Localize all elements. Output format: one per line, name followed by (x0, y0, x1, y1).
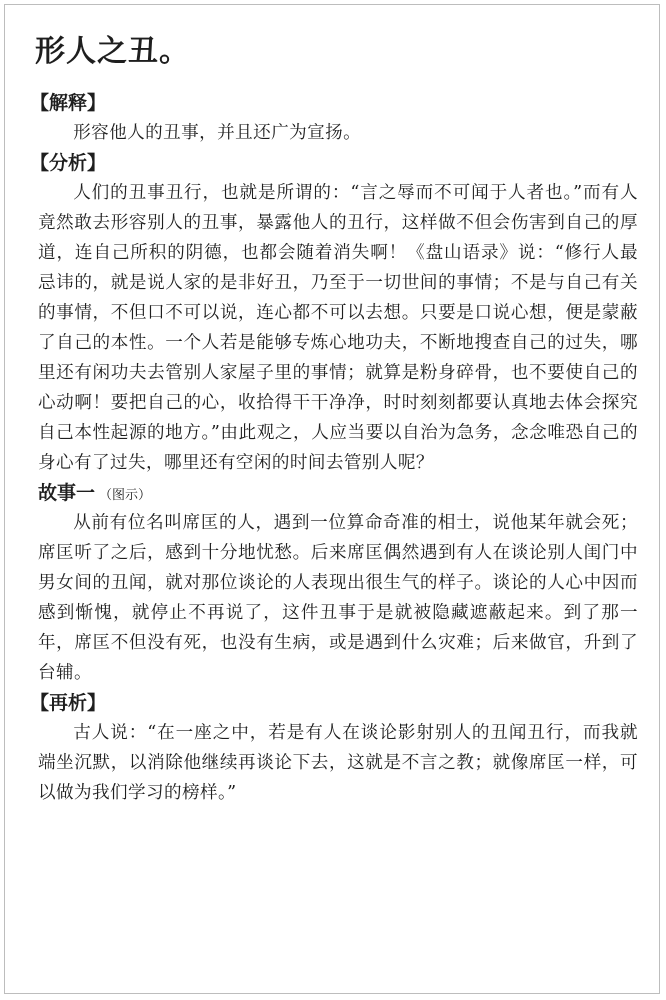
story-heading (38, 478, 638, 508)
document-body (30, 32, 638, 808)
analysis-text: 人们的丑事丑行，也就是所谓的：“言之辱而不可闻于人者也。”而有人竟然敢去形容别人的丑事，暴露他人的丑行，这样做不但会伤害到自己的厚道，连自己所积的阴德，也都会随着消失啊！《盘山语录》说：“修行人最忌讳的，就是说人家的是非好丑，乃至于一切世间的事情；不是与自己有关的事情，不但口不可以说，连心都不可以去想。只要是口说心想，便是蒙蔽了自己的本性。一个人若是能够专炼心地功夫，不断地搜查自己的过失，哪里还有闲功夫去管别人家屋子里的事情；就算是粉身碎骨，也不要使自己的心动啊！要把自己的心，收拾得干干净净，时时刻刻都要认真地去体会探究自己本性起源的地方。”由此观之，人应当要以自治为急务，念念唯恐自己的身心有了过失，哪里还有空闲的时间去管别人呢？ (38, 183, 638, 473)
reanalysis-heading: 【再析】 (30, 692, 107, 714)
explanation-text: 形容他人的丑事，并且还广为宣扬。 (73, 123, 362, 143)
analysis-heading: 【分析】 (30, 152, 107, 174)
page-title: 形人之丑。 (35, 34, 190, 69)
explanation-heading: 【解释】 (30, 92, 107, 114)
story-note: （图示） (99, 488, 152, 503)
story-heading-label: 故事一 (38, 482, 96, 504)
reanalysis-text: 古人说：“在一座之中，若是有人在谈论影射别人的丑闻丑行，而我就端坐沉默，以消除他继续再谈论下去，这就是不言之教；就像席匡一样，可以做为我们学习的榜样。” (38, 723, 638, 803)
story-text: 从前有位名叫席匡的人，遇到一位算命奇准的相士，说他某年就会死；席匡听了之后，感到十分地忧愁。后来席匡偶然遇到有人在谈论别人闺门中男女间的丑闻，就对那位谈论的人表现出很生气的样子。谈论的人心中因而感到惭愧，就停止不再说了，这件丑事于是就被隐藏遮蔽起来。到了那一年，席匡不但没有死，也没有生病，或是遇到什么灾难；后来做官，升到了台辅。 (38, 513, 638, 683)
